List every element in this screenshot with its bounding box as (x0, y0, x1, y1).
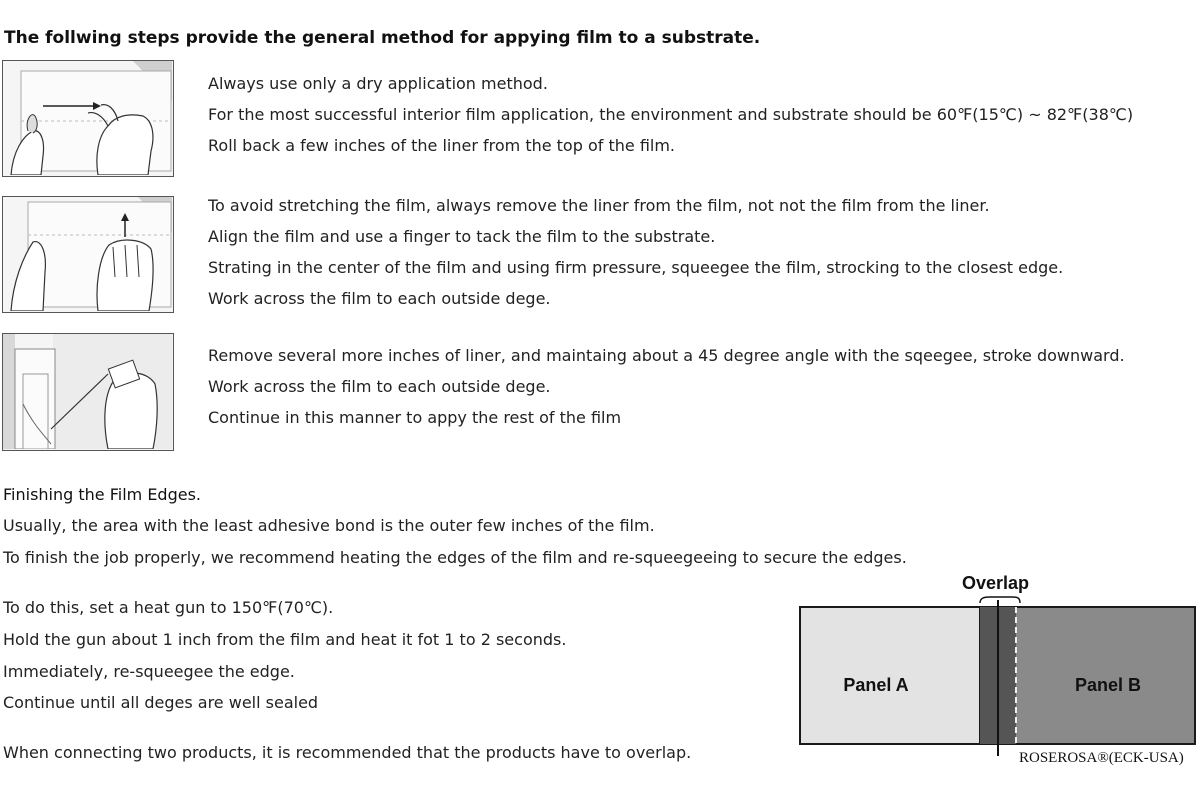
step-3-line: Remove several more inches of liner, and maintaing about a 45 degree angle with the sqeegee, stroke downward. (208, 346, 1125, 365)
step-3-text (208, 340, 1125, 433)
step-1-text (208, 68, 1133, 161)
page-title: The follwing steps provide the general method for appying film to a substrate. (4, 28, 761, 48)
step-3-line: Continue in this manner to appy the rest of the film (208, 408, 622, 427)
step-3-illustration (2, 333, 174, 451)
connect-note: When connecting two products, it is recommended that the products have to overlap. (3, 743, 692, 762)
step-2-text (208, 190, 1063, 314)
heat-line: Hold the gun about 1 inch from the film and heat it fot 1 to 2 seconds. (3, 630, 567, 649)
heat-line: Immediately, re-squeegee the edge. (3, 662, 295, 681)
heat-line: To do this, set a heat gun to 150℉(70℃). (3, 598, 334, 617)
hand-peeling-liner-icon (3, 61, 172, 175)
step-1-line: Always use only a dry application method. (208, 74, 548, 93)
hand-squeegee-icon (3, 334, 172, 449)
overlap-label: Overlap (962, 573, 1030, 593)
overlap-diagram (790, 570, 1200, 770)
panel-b-label: Panel B (1074, 675, 1142, 695)
step-1-line: For the most successful interior film application, the environment and substrate should be 60℉(15℃) ~ 82℉(38℃) (208, 105, 1134, 124)
hand-tacking-film-icon (3, 197, 172, 311)
step-2-illustration (2, 196, 174, 313)
step-2-line: To avoid stretching the film, always remove the liner from the film, not not the film from the liner. (208, 196, 990, 215)
step-1-illustration (2, 60, 174, 177)
finishing-heading: Finishing the Film Edges. (3, 485, 202, 504)
heat-line: Continue until all deges are well sealed (3, 693, 319, 712)
brand-label: ROSEROSA®(ECK-USA) (1019, 750, 1184, 766)
step-2-line: Align the film and use a finger to tack the film to the substrate. (208, 227, 716, 246)
step-3-line: Work across the film to each outside dege. (208, 377, 551, 396)
step-2-line: Work across the film to each outside dege. (208, 289, 551, 308)
step-2-line: Strating in the center of the film and using firm pressure, squeegee the film, strocking to the closest edge. (208, 258, 1064, 277)
overlap-brace (980, 597, 1020, 603)
panel-a-label: Panel A (843, 675, 909, 695)
finishing-line: Usually, the area with the least adhesive bond is the outer few inches of the film. (3, 516, 655, 535)
finishing-line: To finish the job properly, we recommend heating the edges of the film and re-squeegeeing to secure the edges. (3, 548, 907, 567)
step-1-line: Roll back a few inches of the liner from the top of the film. (208, 136, 676, 155)
